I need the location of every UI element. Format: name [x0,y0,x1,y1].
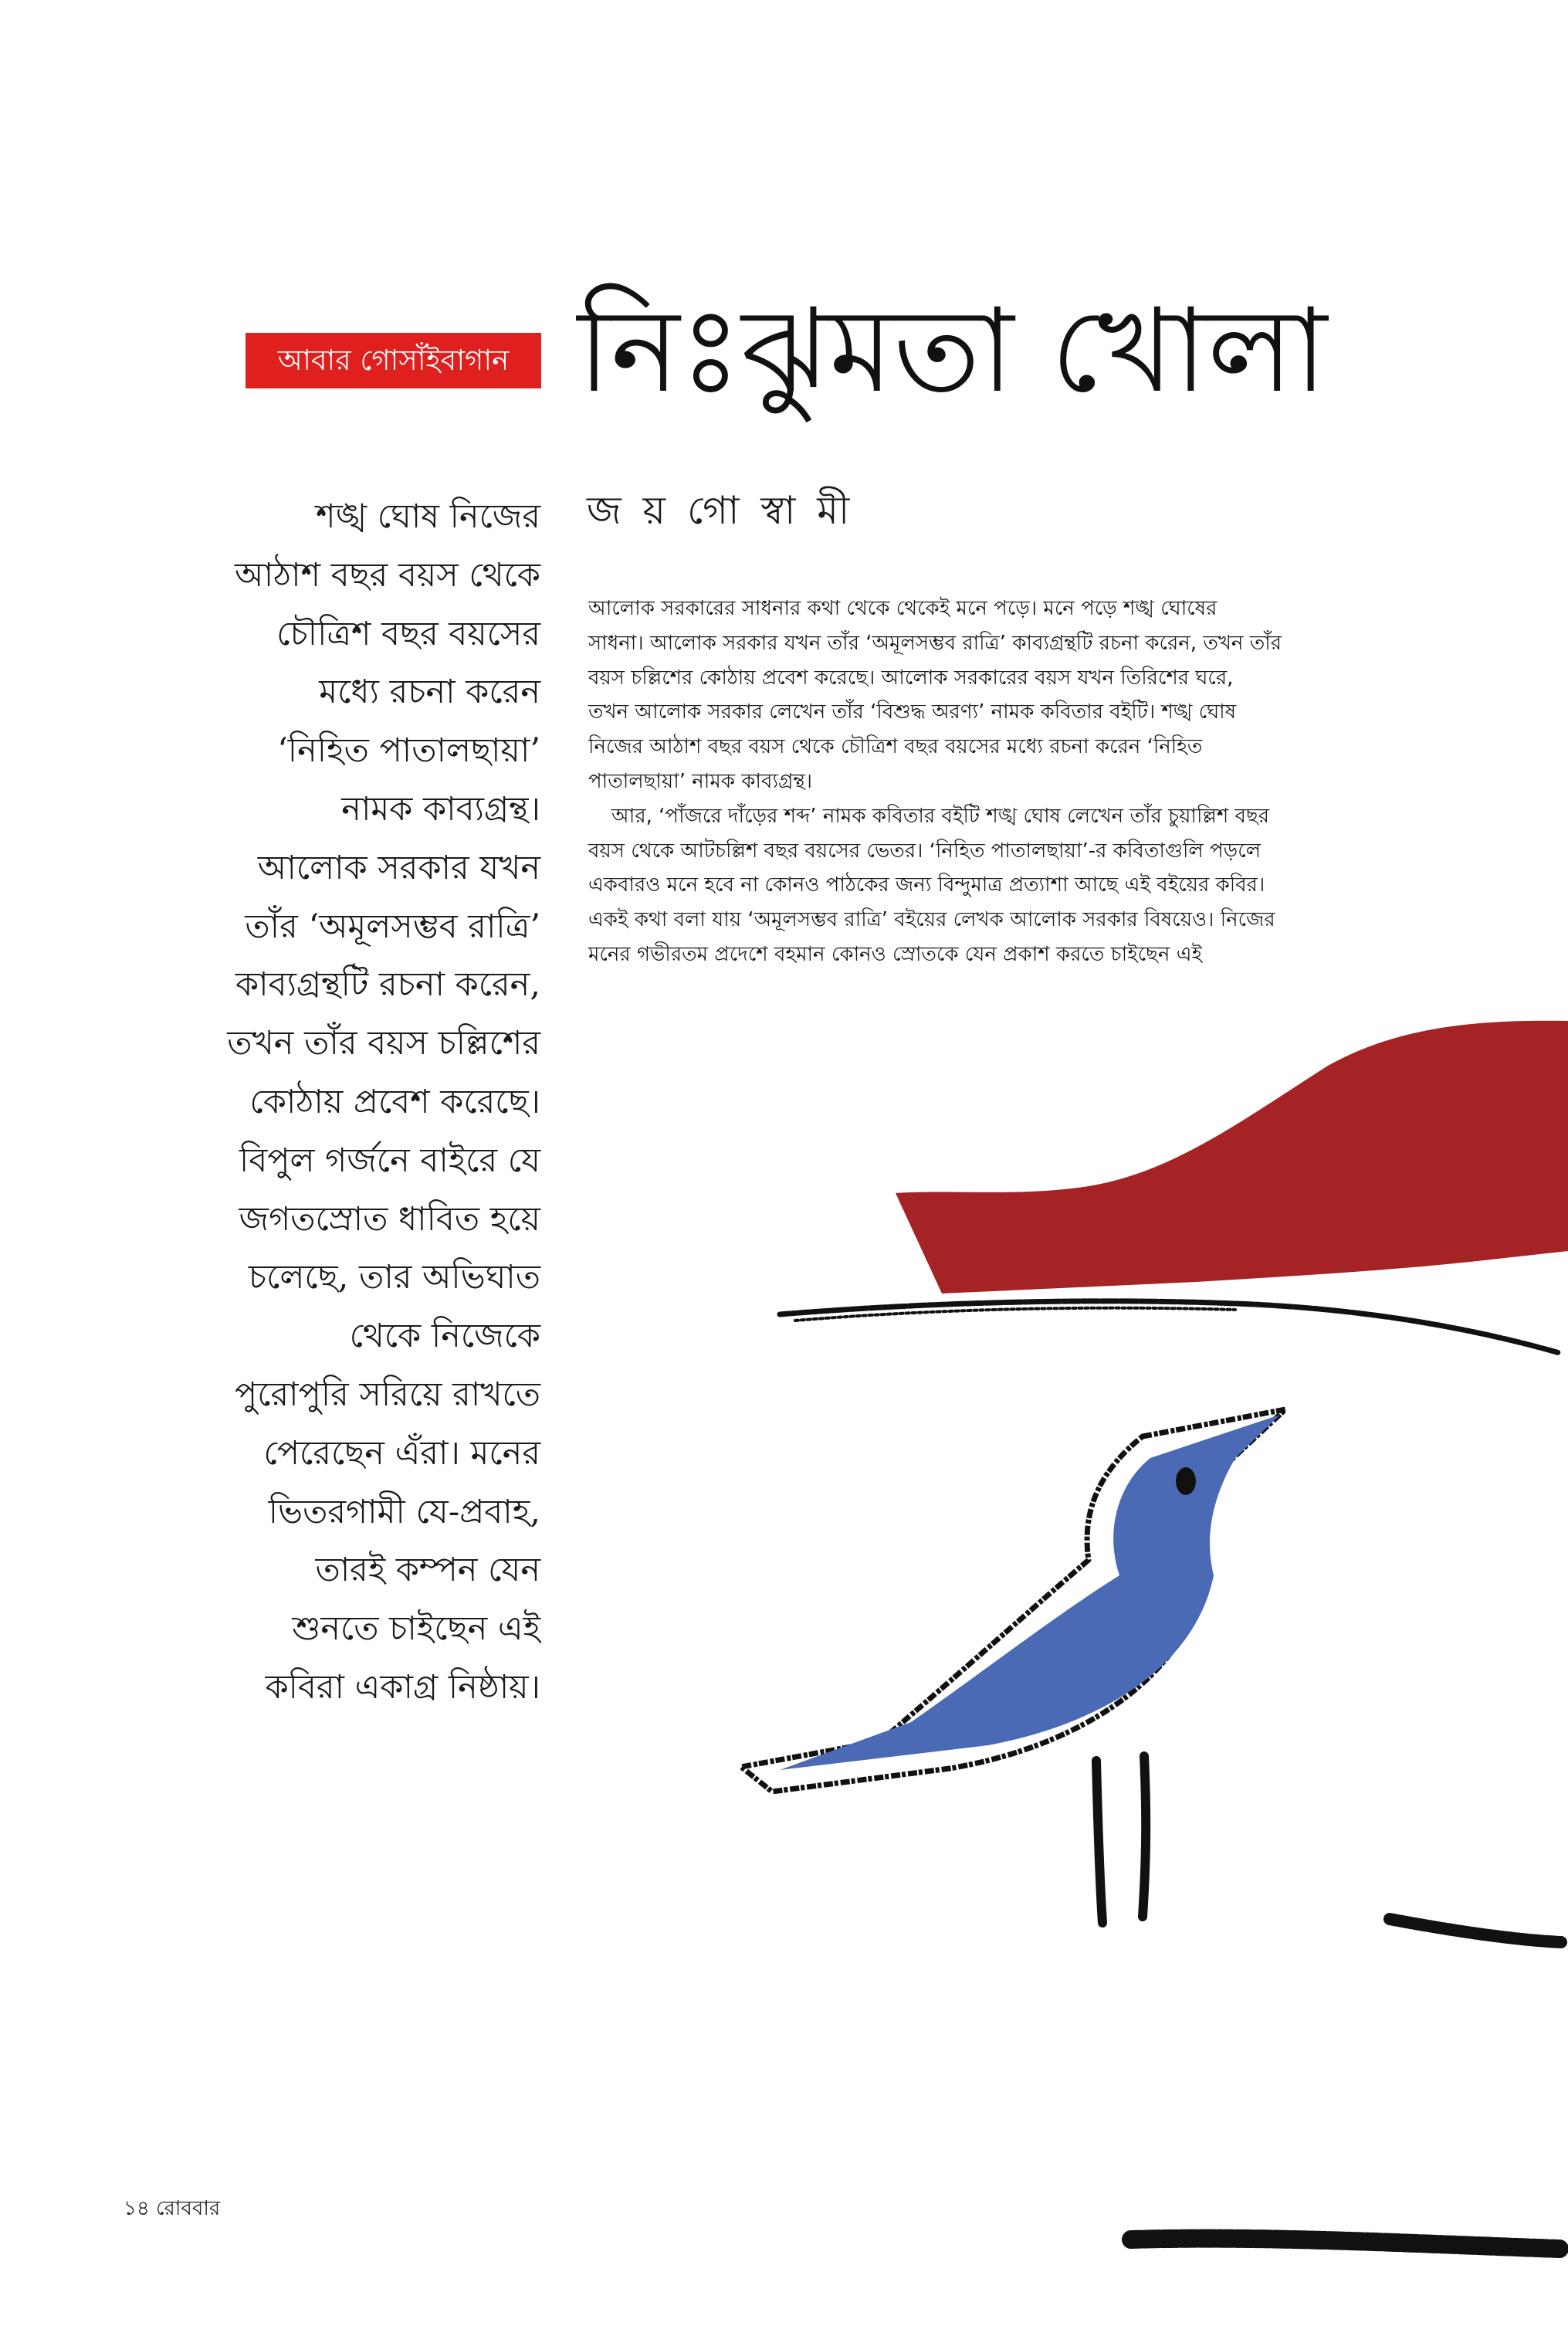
bird-illustration [587,1004,1568,2317]
headline: নিঃঝুমতা খোলা [577,284,1328,419]
bird-leg-right [1143,1756,1146,1917]
body-line: বয়স থেকে আটচল্লিশ বছর বয়সের ভেতর। ‘নিহিত পাতালছায়া’-র কবিতাগুলি পড়লে [588,839,1262,863]
body-line: তখন আলোক সরকার লেখেন তাঁর ‘বিশুদ্ধ অরণ্য’ নামক কবিতার বইটি। শঙ্খ ঘোষ [588,700,1237,724]
pull-quote-line: পেরেছেন এঁরা। মনের [263,1433,540,1473]
pull-quote-line: পুরোপুরি সরিয়ে রাখতে [235,1375,540,1414]
pull-quote-line: মধ্যে রচনা করেন [319,673,540,712]
pull-quote-line: তারই কম্পন যেন [315,1551,540,1590]
section-tag: আবার গোসাঁইবাগান [246,333,541,388]
bird-body [780,1415,1280,1770]
body-line: বয়স চল্লিশের কোঠায় প্রবেশ করেছে। আলোক সরকারের বয়স যখন তিরিশের ঘরে, [588,666,1234,690]
pull-quote-line: ভিতরগামী যে-প্রবাহ, [268,1492,540,1531]
pull-quote-line: শঙ্খ ঘোষ নিজের [316,497,540,536]
body-line: নিজের আঠাশ বছর বয়স থেকে চৌত্রিশ বছর বয়সের মধ্যে রচনা করেন ‘নিহিত [588,735,1203,759]
body-line: মনের গভীরতম প্রদেশে বহমান কোনও স্রোতকে যেন প্রকাশ করতে চাইছেন এই [588,942,1202,966]
pull-quote-line: শুনতে চাইছেন এই [292,1609,540,1649]
pull-quote-line: চলেছে, তার অভিঘাত [248,1258,540,1297]
pull-quote-line: তখন তাঁর বয়স চল্লিশের [227,1024,540,1063]
body-line: একই কথা বলা যায় ‘অমূলসম্ভব রাত্রি’ বইয়ের লেখক আলোক সরকার বিষয়েও। নিজের [588,908,1275,932]
article-body [588,592,1422,972]
pull-quote-line: থেকে নিজেকে [349,1317,540,1356]
brush-stroke-right [1390,1919,1561,1942]
bird-eye [1176,1467,1196,1495]
pull-quote-line: কোঠায় প্রবেশ করেছে। [249,1082,540,1121]
bird-leg-left [1096,1761,1102,1923]
page-folio: ১৪ রোববার [124,2197,221,2220]
pull-quote-line: আলোক সরকার যখন [257,848,540,887]
pull-quote-line: তাঁর ‘অমূলসম্ভব রাত্রি’ [245,907,540,946]
body-line: পাতালছায়া’ নামক কাব্যগ্রন্থ। [588,769,813,793]
pull-quote-line: চৌত্রিশ বছর বয়সের [276,614,540,653]
body-line: একবারও মনে হবে না কোনও পাঠকের জন্য বিন্দুমাত্র প্রত্যাশা আছে এই বইয়ের কবির। [588,873,1265,897]
body-line: সাধনা। আলোক সরকার যখন তাঁর ‘অমূলসম্ভব রাত্রি’ কাব্যগ্রন্থটি রচনা করেন, তখন তাঁর [588,631,1282,655]
pull-quote-line: কাব্যগ্রন্থটি রচনা করেন, [235,965,540,1005]
pull-quote-line: নামক কাব্যগ্রন্থ। [341,789,540,829]
pull-quote [116,488,540,1717]
pull-quote-line: আঠাশ বছর বয়স থেকে [234,555,540,595]
body-line: আলোক সরকারের সাধনার কথা থেকে থেকেই মনে পড়ে। মনে পড়ে শঙ্খ ঘোষের [588,597,1217,620]
brush-stroke-bottom [1131,2239,1560,2249]
pull-quote-line: ‘নিহিত পাতালছায়া’ [277,731,540,771]
body-line-paragraph-start: আর, ‘পাঁজরে দাঁড়ের শব্দ’ নামক কবিতার বইটি শঙ্খ ঘোষ লেখেন তাঁর চুয়াল্লিশ বছর [611,804,1270,828]
pull-quote-line: বিপুল গর্জনে বাইরে যে [239,1141,540,1180]
byline: জ য় গো স্বা মী [587,488,855,533]
pull-quote-line: কবিরা একাগ্র নিষ্ঠায়। [265,1667,540,1707]
red-shape [896,1021,1568,1294]
pull-quote-line: জগতস্রোত ধাবিত হয়ে [239,1199,540,1239]
